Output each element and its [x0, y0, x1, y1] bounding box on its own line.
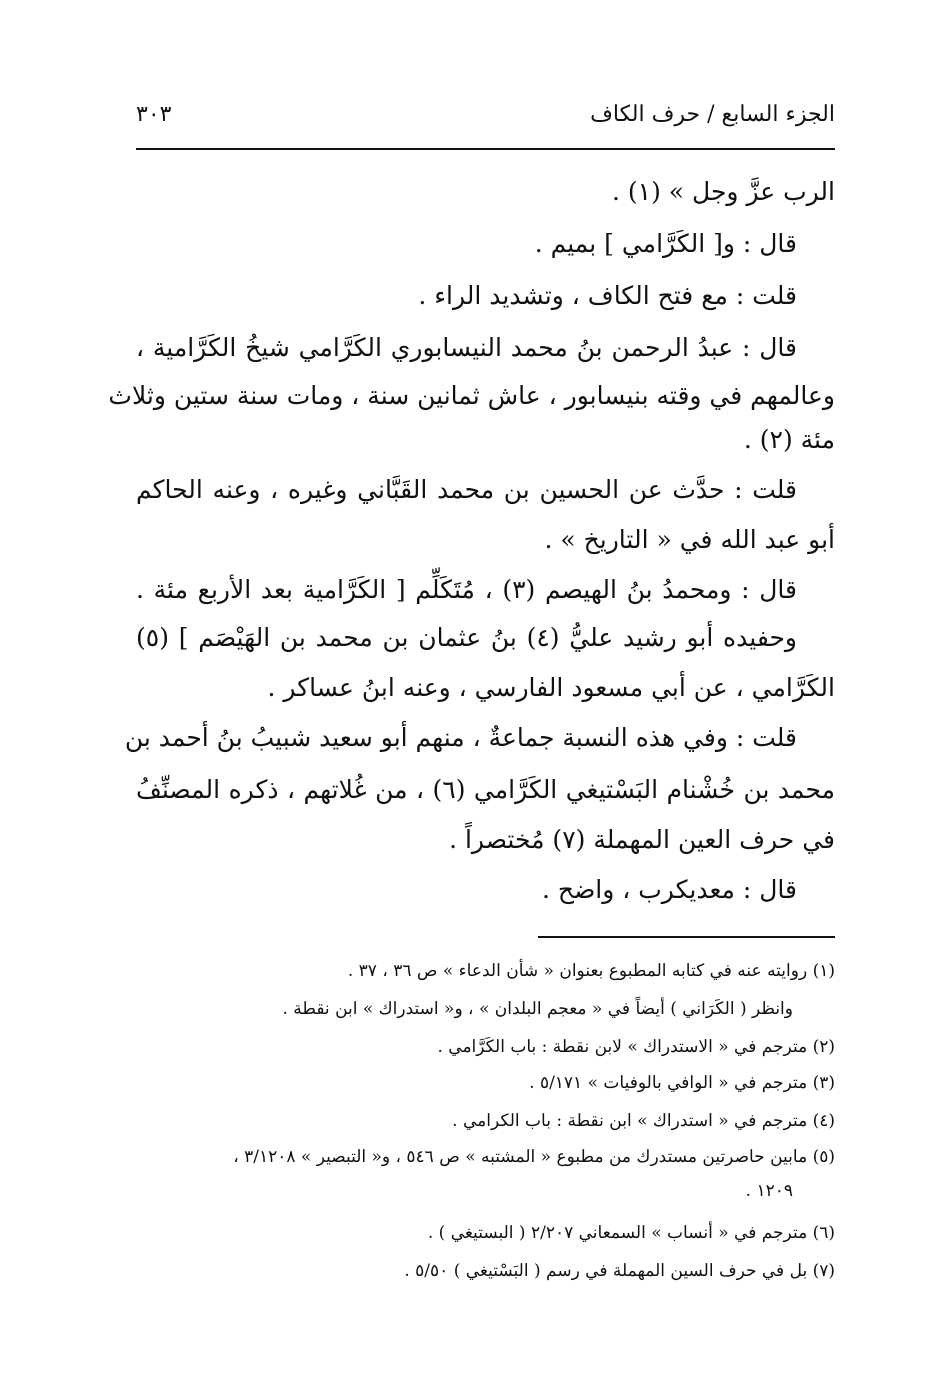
text-line: قال : و[ الكَرَّامي ] بميم .: [534, 229, 797, 258]
footnote-line: وانظر ( الكَرَاني ) أيضاً في « معجم البلدان » ، و« استدراك » ابن نقطة .: [282, 999, 793, 1019]
text-line: وحفيده أبو رشيد عليُّ (٤) بنُ عثمان بن محمد بن الهَيْصَم ] (٥): [136, 623, 797, 652]
page-header: [136, 92, 835, 138]
text-line: قلت : مع فتح الكاف ، وتشديد الراء .: [418, 281, 797, 310]
text-line: قال : ومحمدُ بنُ الهيصم (٣) ، مُتَكَلِّم [ الكَرَّامية بعد الأربع مئة .: [136, 575, 797, 604]
text-line: قال : معديكرب ، واضح .: [542, 875, 797, 904]
text-line: أبو عبد الله في « التاريخ » .: [544, 525, 835, 554]
footnote-line: (٥) مابين حاصرتين مستدرك من مطبوع « المشتبه » ص ٥٤٦ ، و« التبصير » ٣/١٢٠٨ ،: [233, 1147, 835, 1167]
footnote-line: ١٢٠٩ .: [745, 1181, 793, 1201]
text-line: محمد بن خُشْنام البَسْتيغي الكَرَّامي (٦) ، من غُلاتهم ، ذكره المصنِّفُ: [136, 775, 835, 804]
text-line: قال : عبدُ الرحمن بنُ محمد النيسابوري الكَرَّامي شيخُ الكَرَّامية ،: [136, 333, 797, 362]
footnote-line: (٦) مترجم في « أنساب » السمعاني ٢/٢٠٧ ( البستيغي ) .: [427, 1223, 835, 1243]
footnote-line: (٣) مترجم في « الوافي بالوفيات » ٥/١٧١ .: [529, 1073, 835, 1093]
page-number: ٣٠٣: [136, 102, 172, 127]
footnote-line: (١) روايته عنه في كتابه المطبوع بعنوان « شأن الدعاء » ص ٣٦ ، ٣٧ .: [347, 961, 835, 981]
running-title: الجزء السابع / حرف الكاف: [590, 102, 835, 127]
text-line: الرب عزَّ وجل » (١) .: [612, 177, 835, 206]
footnote-line: (٤) مترجم في « استدراك » ابن نقطة : باب الكرامي .: [452, 1111, 835, 1131]
text-line: الكَرَّامي ، عن أبي مسعود الفارسي ، وعنه ابنُ عساكر .: [267, 673, 835, 702]
header-divider: [136, 148, 835, 150]
text-line: قلت : حدَّث عن الحسين بن محمد القَبَّاني وغيره ، وعنه الحاكم: [136, 475, 797, 504]
footnote-line: (٢) مترجم في « الاستدراك » لابن نقطة : باب الكَرَّامي .: [437, 1037, 835, 1057]
text-line: وعالمهم في وقته بنيسابور ، عاش ثمانين سنة ، ومات سنة ستين وثلاث: [108, 381, 835, 410]
footnote-line: (٧) بل في حرف السين المهملة في رسم ( البَسْتيغي ) ٥/٥٠ .: [404, 1261, 835, 1281]
text-line: قلت : وفي هذه النسبة جماعةٌ ، منهم أبو سعيد شبيبُ بنُ أحمد بن: [124, 723, 797, 752]
text-line: مئة (٢) .: [743, 425, 835, 454]
text-line: في حرف العين المهملة (٧) مُختصراً .: [449, 825, 835, 854]
footnote-divider: [538, 936, 835, 938]
